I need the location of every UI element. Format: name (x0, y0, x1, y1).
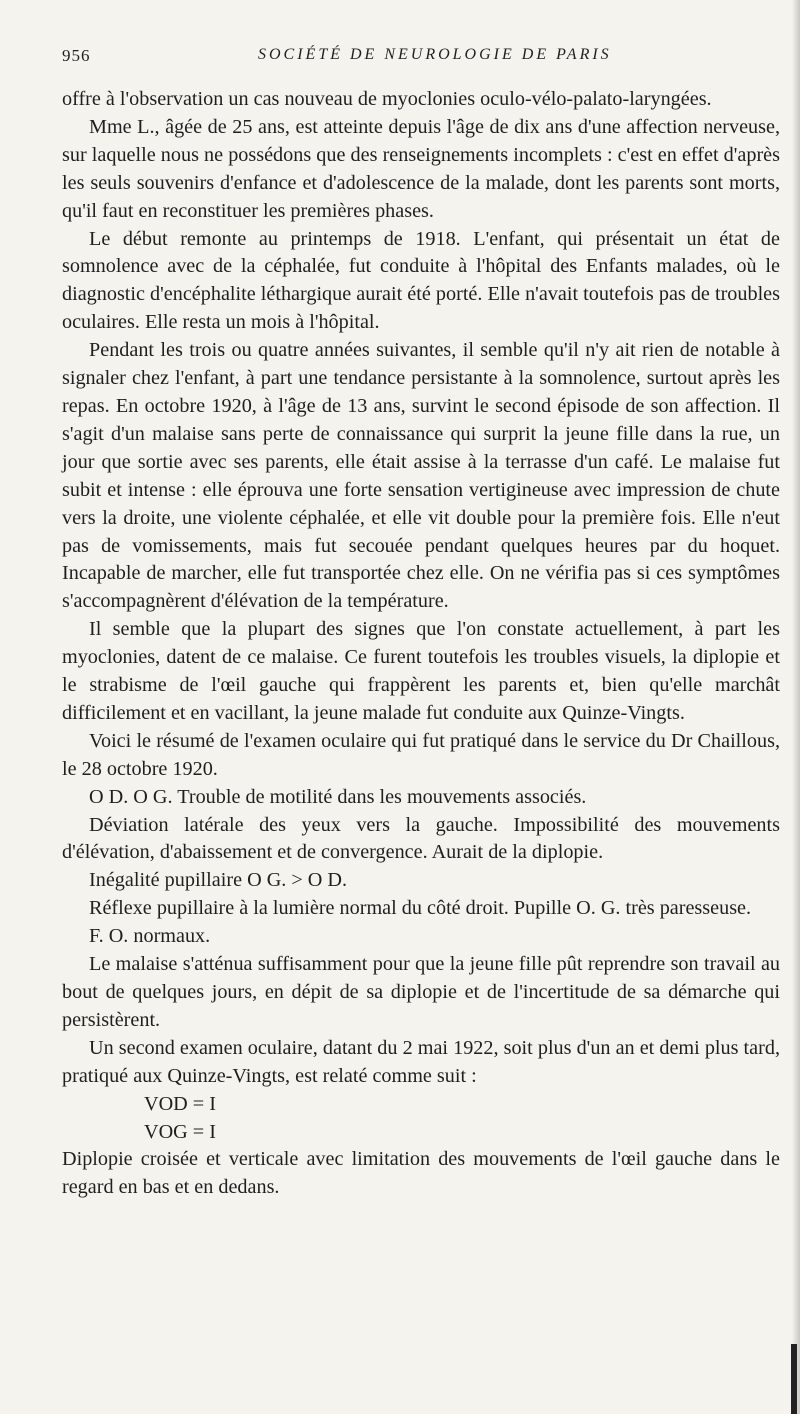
body-text (62, 86, 780, 1202)
running-title: SOCIÉTÉ DE NEUROLOGIE DE PARIS (258, 46, 612, 63)
paragraph: Voici le résumé de l'examen oculaire qui fut pratiqué dans le service du Dr Chaillous, le 28 octobre 1920. (62, 729, 780, 780)
page-header (62, 38, 780, 72)
exam-line: Déviation latérale des yeux vers la gauche. Impossibilité des mouvements d'élévation, d'abaissement et de convergence. Aurait de la diplopie. (62, 813, 780, 864)
page-number: 956 (62, 46, 91, 65)
paragraph: offre à l'observation un cas nouveau de myoclonies oculo-vélo-palato-laryngées. (62, 88, 712, 110)
document-page (62, 38, 780, 1202)
paragraph: Un second examen oculaire, datant du 2 mai 1922, soit plus d'un an et demi plus tard, pratiqué aux Quinze-Vingts, est relaté comme suit : (62, 1036, 780, 1087)
paragraph: Le début remonte au printemps de 1918. L'enfant, qui présentait un état de somnolence avec de la céphalée, fut conduite à l'hôpital des Enfants malades, où le diagnostic d'encéphalite léthargique aurait été porté. Elle n'avait toutefois pas de troubles oculaires. Elle resta un mois à l'hôpital. (62, 227, 780, 334)
paragraph: Mme L., âgée de 25 ans, est atteinte depuis l'âge de dix ans d'une affection nerveuse, sur laquelle nous ne possédons que des renseignements incomplets : c'est en effet d'après les seuls souvenirs d'enfance et d'adolescence de la malade, dont les parents sont morts, qu'il faut en reconstituer les premières phases. (62, 115, 780, 222)
paragraph: Diplopie croisée et verticale avec limitation des mouvements de l'œil gauche dans le regard en bas et en dedans. (62, 1148, 780, 1199)
exam-line: F. O. normaux. (89, 925, 211, 948)
paragraph: Le malaise s'atténua suffisamment pour que la jeune fille pût reprendre son travail au bout de quelques jours, en dépit de sa diplopie et de l'incertitude de sa démarche qui persistèrent. (62, 953, 780, 1031)
scan-edge-mark (791, 1344, 797, 1414)
exam-line: O D. O G. Trouble de motilité dans les mouvements associés. (89, 785, 587, 808)
visual-acuity-left: VOG = I (144, 1120, 216, 1143)
exam-line: Inégalité pupillaire O G. > O D. (89, 869, 348, 892)
exam-line: Réflexe pupillaire à la lumière normal du côté droit. Pupille O. G. très paresseuse. (89, 897, 752, 920)
paragraph: Il semble que la plupart des signes que l'on constate actuellement, à part les myoclonies, datent de ce malaise. Ce furent toutefois les troubles visuels, la diplopie et le strabisme de l'œil gauche qui frappèrent les parents et, bien qu'elle marchât difficilement et en vacillant, la jeune malade fut conduite aux Quinze-Vingts. (62, 618, 780, 724)
page-edge-shadow (792, 0, 800, 1414)
visual-acuity-right: VOD = I (144, 1092, 216, 1115)
paragraph: Pendant les trois ou quatre années suivantes, il semble qu'il n'y ait rien de notable à signaler chez l'enfant, à part une tendance persistante à la somnolence, surtout après les repas. En octobre 1920, à l'âge de 13 ans, survint le second épisode de son affection. Il s'agit d'un malaise sans perte de connaissance qui surprit la jeune fille dans la rue, un jour que sortie avec ses parents, elle était assise à la terrasse d'un café. Le malaise fut subit et intense : elle éprouva une forte sensation vertigineuse avec impression de chute vers la droite, une violente céphalée, et elle vit double pour la première fois. Elle n'eut pas de vomissements, mais fut secouée pendant quelques heures par du hoquet. Incapable de marcher, elle fut transportée chez elle. On ne vérifia pas si ces symptômes s'accompagnèrent d'élévation de la température. (62, 339, 780, 613)
